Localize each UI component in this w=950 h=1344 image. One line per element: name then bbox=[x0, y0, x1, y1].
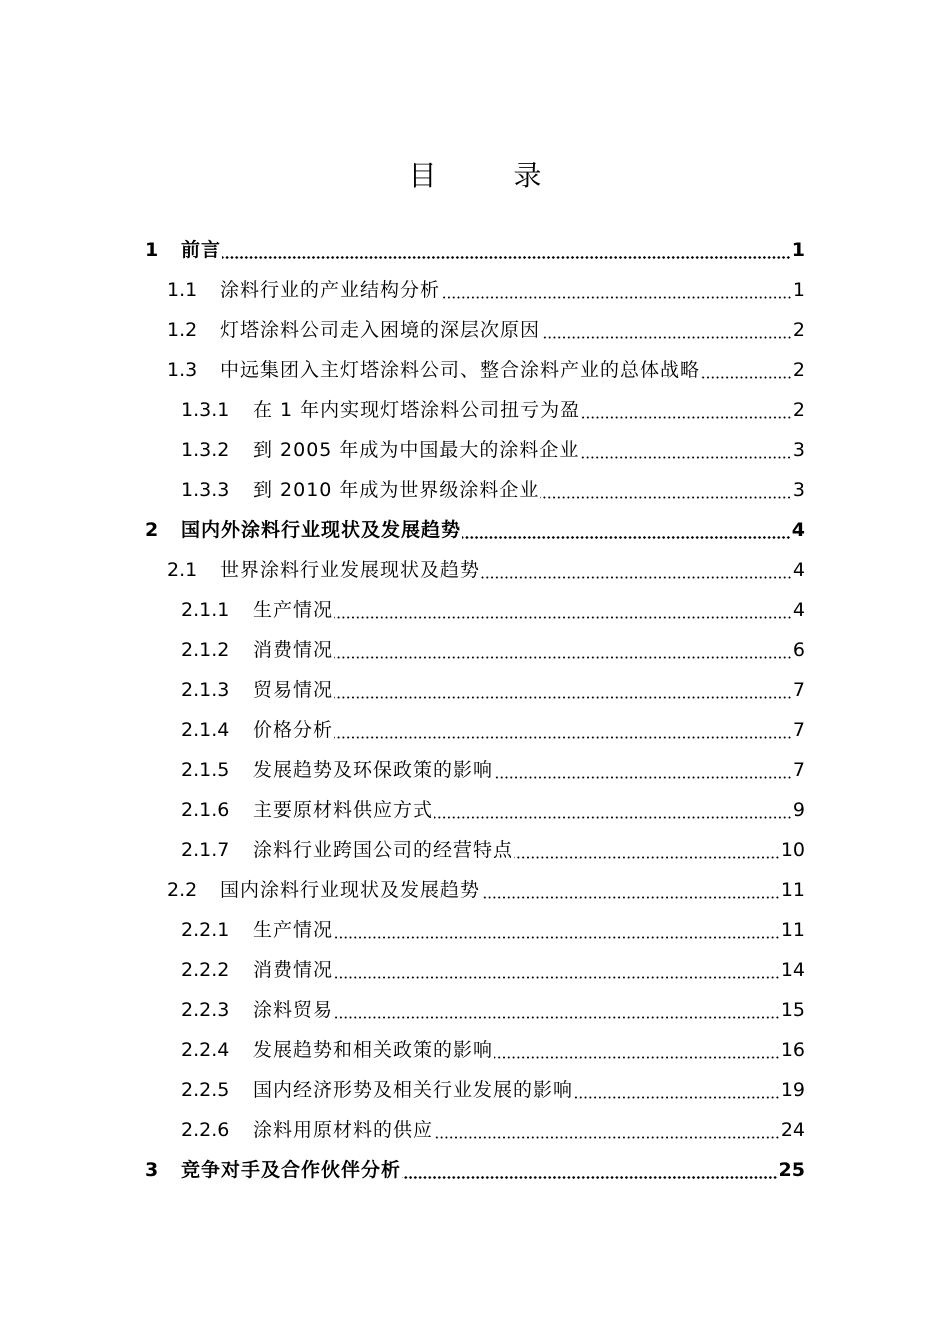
toc-entry-page-number: 24 bbox=[780, 1119, 805, 1141]
toc-entry-title: 消费情况 bbox=[253, 639, 334, 661]
toc-entry-page-number: 4 bbox=[792, 559, 805, 581]
dot-leader bbox=[540, 496, 791, 499]
toc-entry[interactable] bbox=[0, 750, 950, 790]
toc-entry[interactable] bbox=[0, 910, 950, 950]
toc-entry-number: 2.1.5 bbox=[181, 759, 230, 781]
toc-entry[interactable] bbox=[0, 990, 950, 1030]
toc-entry-title: 前言 bbox=[181, 239, 222, 261]
toc-entry-page-number: 11 bbox=[780, 879, 805, 901]
dot-leader bbox=[494, 776, 792, 779]
toc-entry-title: 灯塔涂料公司走入困境的深层次原因 bbox=[220, 319, 541, 341]
toc-entry-title: 主要原材料供应方式 bbox=[253, 799, 434, 821]
toc-entry-page-number: 3 bbox=[792, 439, 805, 461]
toc-entry-page-number: 7 bbox=[792, 719, 805, 741]
toc-entry-title: 在 1 年内实现灯塔涂料公司扭亏为盈 bbox=[253, 399, 581, 421]
dot-leader bbox=[541, 336, 792, 339]
toc-entry-page-number: 6 bbox=[792, 639, 805, 661]
toc-entry-title: 国内涂料行业现状及发展趋势 bbox=[220, 879, 481, 901]
toc-entry-title: 竞争对手及合作伙伴分析 bbox=[181, 1159, 402, 1181]
toc-entry-page-number: 14 bbox=[780, 959, 805, 981]
toc-entry-title: 发展趋势和相关政策的影响 bbox=[253, 1039, 494, 1061]
toc-entry-number: 1 bbox=[145, 239, 159, 261]
toc-entry[interactable] bbox=[0, 470, 950, 510]
toc-entry-number: 1.3.1 bbox=[181, 399, 230, 421]
toc-entry[interactable] bbox=[0, 310, 950, 350]
toc-entry-number: 2.1.4 bbox=[181, 719, 230, 741]
toc-entry-number: 1.3.3 bbox=[181, 479, 230, 501]
toc-entry-number: 2.2.6 bbox=[181, 1119, 230, 1141]
toc-entry-number: 1.3 bbox=[167, 359, 198, 381]
toc-entry[interactable] bbox=[0, 390, 950, 430]
toc-entry-page-number: 2 bbox=[792, 399, 805, 421]
dot-leader bbox=[481, 896, 780, 899]
toc-entry-page-number: 2 bbox=[792, 319, 805, 341]
toc-entry-title: 生产情况 bbox=[253, 919, 334, 941]
toc-entry-number: 2.2.2 bbox=[181, 959, 230, 981]
dot-leader bbox=[334, 616, 792, 619]
toc-entry-title: 涂料行业跨国公司的经营特点 bbox=[253, 839, 514, 861]
toc-entry[interactable] bbox=[0, 1150, 950, 1190]
toc-entry-number: 2.2.5 bbox=[181, 1079, 230, 1101]
toc-entry[interactable] bbox=[0, 870, 950, 910]
toc-entry-number: 2.2.1 bbox=[181, 919, 230, 941]
toc-entry-number: 2.1 bbox=[167, 559, 198, 581]
toc-entry-title: 中远集团入主灯塔涂料公司、整合涂料产业的总体战略 bbox=[220, 359, 701, 381]
toc-entry-page-number: 3 bbox=[792, 479, 805, 501]
toc-entry-number: 2.2 bbox=[167, 879, 198, 901]
toc-entry[interactable] bbox=[0, 1110, 950, 1150]
toc-entry-page-number: 9 bbox=[792, 799, 805, 821]
toc-entry-number: 3 bbox=[145, 1159, 159, 1181]
toc-entry[interactable] bbox=[0, 230, 950, 270]
dot-leader bbox=[334, 936, 780, 939]
toc-entry-title: 涂料行业的产业结构分析 bbox=[220, 279, 441, 301]
toc-entry-page-number: 7 bbox=[792, 679, 805, 701]
dot-leader bbox=[434, 816, 792, 819]
dot-leader bbox=[334, 1016, 780, 1019]
toc-entry-page-number: 15 bbox=[780, 999, 805, 1021]
dot-leader bbox=[581, 416, 792, 419]
dot-leader bbox=[580, 456, 791, 459]
toc-entry-title: 涂料贸易 bbox=[253, 999, 334, 1021]
dot-leader bbox=[402, 1176, 778, 1179]
toc-entry-page-number: 4 bbox=[792, 599, 805, 621]
dot-leader bbox=[222, 256, 791, 259]
toc-entry-page-number: 16 bbox=[780, 1039, 805, 1061]
toc-entry-number: 1.3.2 bbox=[181, 439, 230, 461]
toc-entry[interactable] bbox=[0, 350, 950, 390]
toc-entry[interactable] bbox=[0, 590, 950, 630]
toc-entry-page-number: 25 bbox=[778, 1159, 805, 1181]
dot-leader bbox=[334, 736, 792, 739]
dot-leader bbox=[701, 376, 792, 379]
toc-entry-title: 贸易情况 bbox=[253, 679, 334, 701]
toc-entry-number: 2 bbox=[145, 519, 159, 541]
toc-list bbox=[0, 230, 950, 1190]
dot-leader bbox=[494, 1056, 780, 1059]
toc-entry-page-number: 2 bbox=[792, 359, 805, 381]
dot-leader bbox=[334, 656, 792, 659]
toc-entry[interactable] bbox=[0, 950, 950, 990]
dot-leader bbox=[462, 536, 791, 539]
dot-leader bbox=[334, 696, 792, 699]
toc-entry-page-number: 1 bbox=[791, 239, 805, 261]
toc-entry[interactable] bbox=[0, 510, 950, 550]
toc-entry-number: 1.2 bbox=[167, 319, 198, 341]
toc-entry[interactable] bbox=[0, 430, 950, 470]
toc-entry-number: 2.1.3 bbox=[181, 679, 230, 701]
toc-title: 目 录 bbox=[408, 159, 576, 192]
toc-entry-page-number: 11 bbox=[780, 919, 805, 941]
dot-leader bbox=[441, 296, 792, 299]
toc-entry-title: 价格分析 bbox=[253, 719, 334, 741]
toc-entry-number: 2.1.2 bbox=[181, 639, 230, 661]
toc-entry-page-number: 7 bbox=[792, 759, 805, 781]
dot-leader bbox=[434, 1136, 780, 1139]
toc-entry[interactable] bbox=[0, 670, 950, 710]
toc-entry-number: 2.1.7 bbox=[181, 839, 230, 861]
toc-entry-page-number: 4 bbox=[791, 519, 805, 541]
toc-entry[interactable] bbox=[0, 550, 950, 590]
toc-entry[interactable] bbox=[0, 830, 950, 870]
toc-entry-title: 涂料用原材料的供应 bbox=[253, 1119, 434, 1141]
toc-entry-page-number: 10 bbox=[780, 839, 805, 861]
toc-entry[interactable] bbox=[0, 270, 950, 310]
toc-entry-title: 国内外涂料行业现状及发展趋势 bbox=[181, 519, 462, 541]
toc-entry-title: 发展趋势及环保政策的影响 bbox=[253, 759, 494, 781]
toc-entry[interactable] bbox=[0, 790, 950, 830]
toc-entry[interactable] bbox=[0, 1030, 950, 1070]
toc-entry-number: 2.1.1 bbox=[181, 599, 230, 621]
dot-leader bbox=[574, 1096, 780, 1099]
dot-leader bbox=[481, 576, 792, 579]
toc-entry-title: 到 2005 年成为中国最大的涂料企业 bbox=[253, 439, 580, 461]
toc-entry-title: 世界涂料行业发展现状及趋势 bbox=[220, 559, 481, 581]
toc-entry-title: 消费情况 bbox=[253, 959, 334, 981]
toc-entry[interactable] bbox=[0, 1070, 950, 1110]
toc-entry-title: 国内经济形势及相关行业发展的影响 bbox=[253, 1079, 574, 1101]
toc-entry-number: 1.1 bbox=[167, 279, 198, 301]
dot-leader bbox=[334, 976, 780, 979]
dot-leader bbox=[514, 856, 780, 859]
toc-entry[interactable] bbox=[0, 630, 950, 670]
toc-entry-title: 到 2010 年成为世界级涂料企业 bbox=[253, 479, 540, 501]
toc-entry-number: 2.2.3 bbox=[181, 999, 230, 1021]
toc-entry-page-number: 1 bbox=[792, 279, 805, 301]
toc-entry-number: 2.1.6 bbox=[181, 799, 230, 821]
toc-entry-page-number: 19 bbox=[780, 1079, 805, 1101]
toc-entry-number: 2.2.4 bbox=[181, 1039, 230, 1061]
toc-entry-title: 生产情况 bbox=[253, 599, 334, 621]
toc-entry[interactable] bbox=[0, 710, 950, 750]
